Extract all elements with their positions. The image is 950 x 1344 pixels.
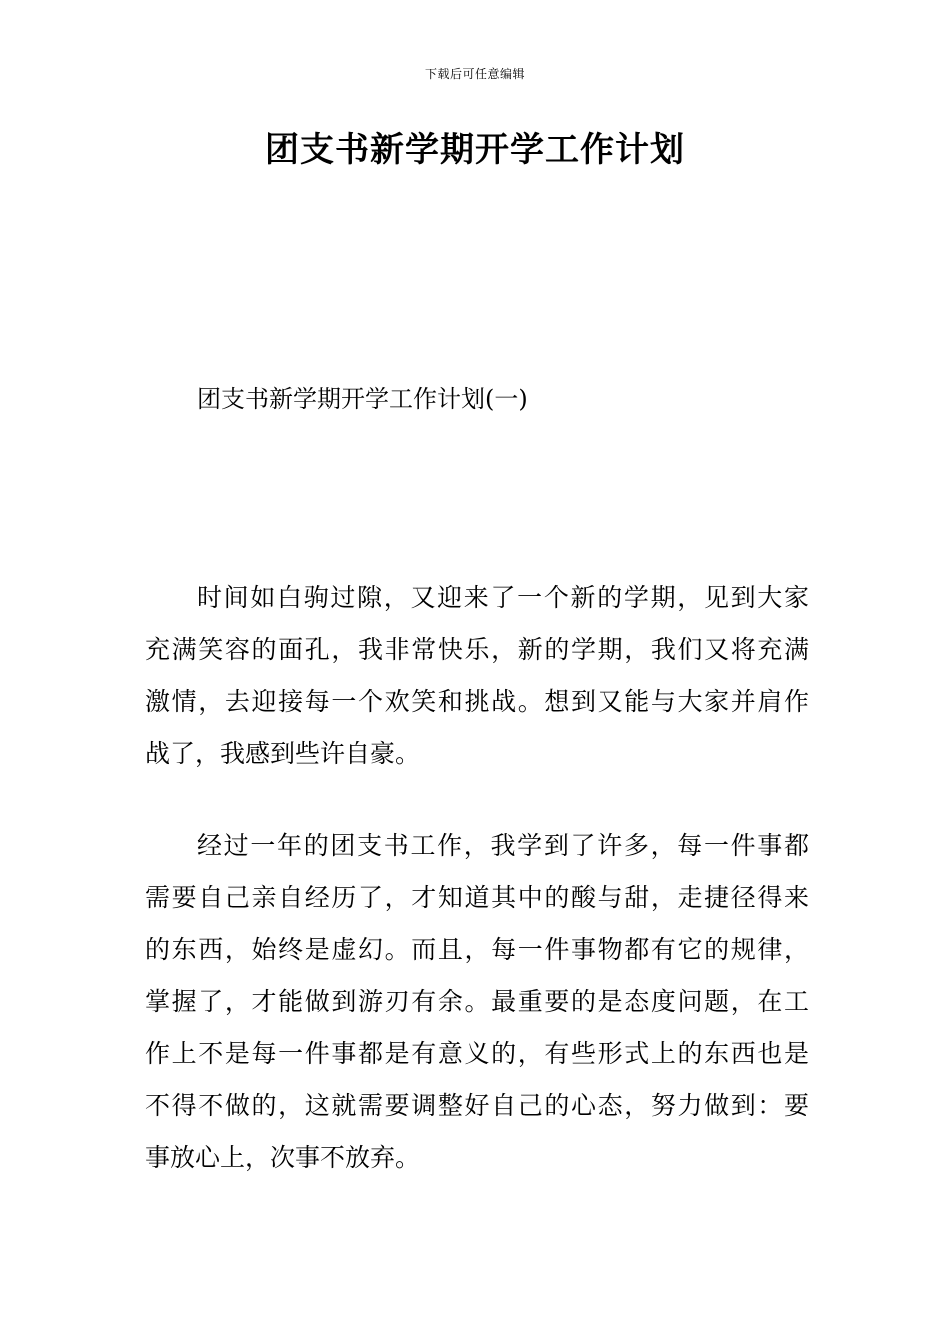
paragraph-line: 事放心上，次事不放弃。 bbox=[145, 1143, 421, 1172]
paragraph-line: 需要自己亲自经历了，才知道其中的酸与甜，走捷径得来 bbox=[145, 883, 809, 912]
section-heading: 团支书新学期开学工作计划(一) bbox=[197, 385, 528, 413]
document-title: 团支书新学期开学工作计划 bbox=[265, 130, 685, 170]
paragraph-line: 激情，去迎接每一个欢笑和挑战。想到又能与大家并肩作 bbox=[145, 687, 809, 716]
header-note: 下载后可任意编辑 bbox=[424, 67, 525, 81]
paragraph-line: 作上不是每一件事都是有意义的，有些形式上的东西也是 bbox=[145, 1039, 809, 1068]
paragraph-line: 时间如白驹过隙，又迎来了一个新的学期，见到大家 bbox=[197, 583, 809, 612]
paragraph-line: 经过一年的团支书工作，我学到了许多，每一件事都 bbox=[197, 831, 809, 860]
paragraph-line: 战了，我感到些许自豪。 bbox=[145, 739, 421, 768]
paragraph-line: 的东西，始终是虚幻。而且，每一件事物都有它的规律， bbox=[145, 935, 809, 964]
paragraph-line: 充满笑容的面孔，我非常快乐，新的学期，我们又将充满 bbox=[145, 635, 809, 664]
paragraph-1 bbox=[145, 583, 809, 791]
paragraph-2 bbox=[145, 831, 809, 1195]
paragraph-line: 掌握了，才能做到游刃有余。最重要的是态度问题，在工 bbox=[145, 987, 809, 1016]
paragraph-line: 不得不做的，这就需要调整好自己的心态，努力做到：要 bbox=[145, 1091, 809, 1120]
